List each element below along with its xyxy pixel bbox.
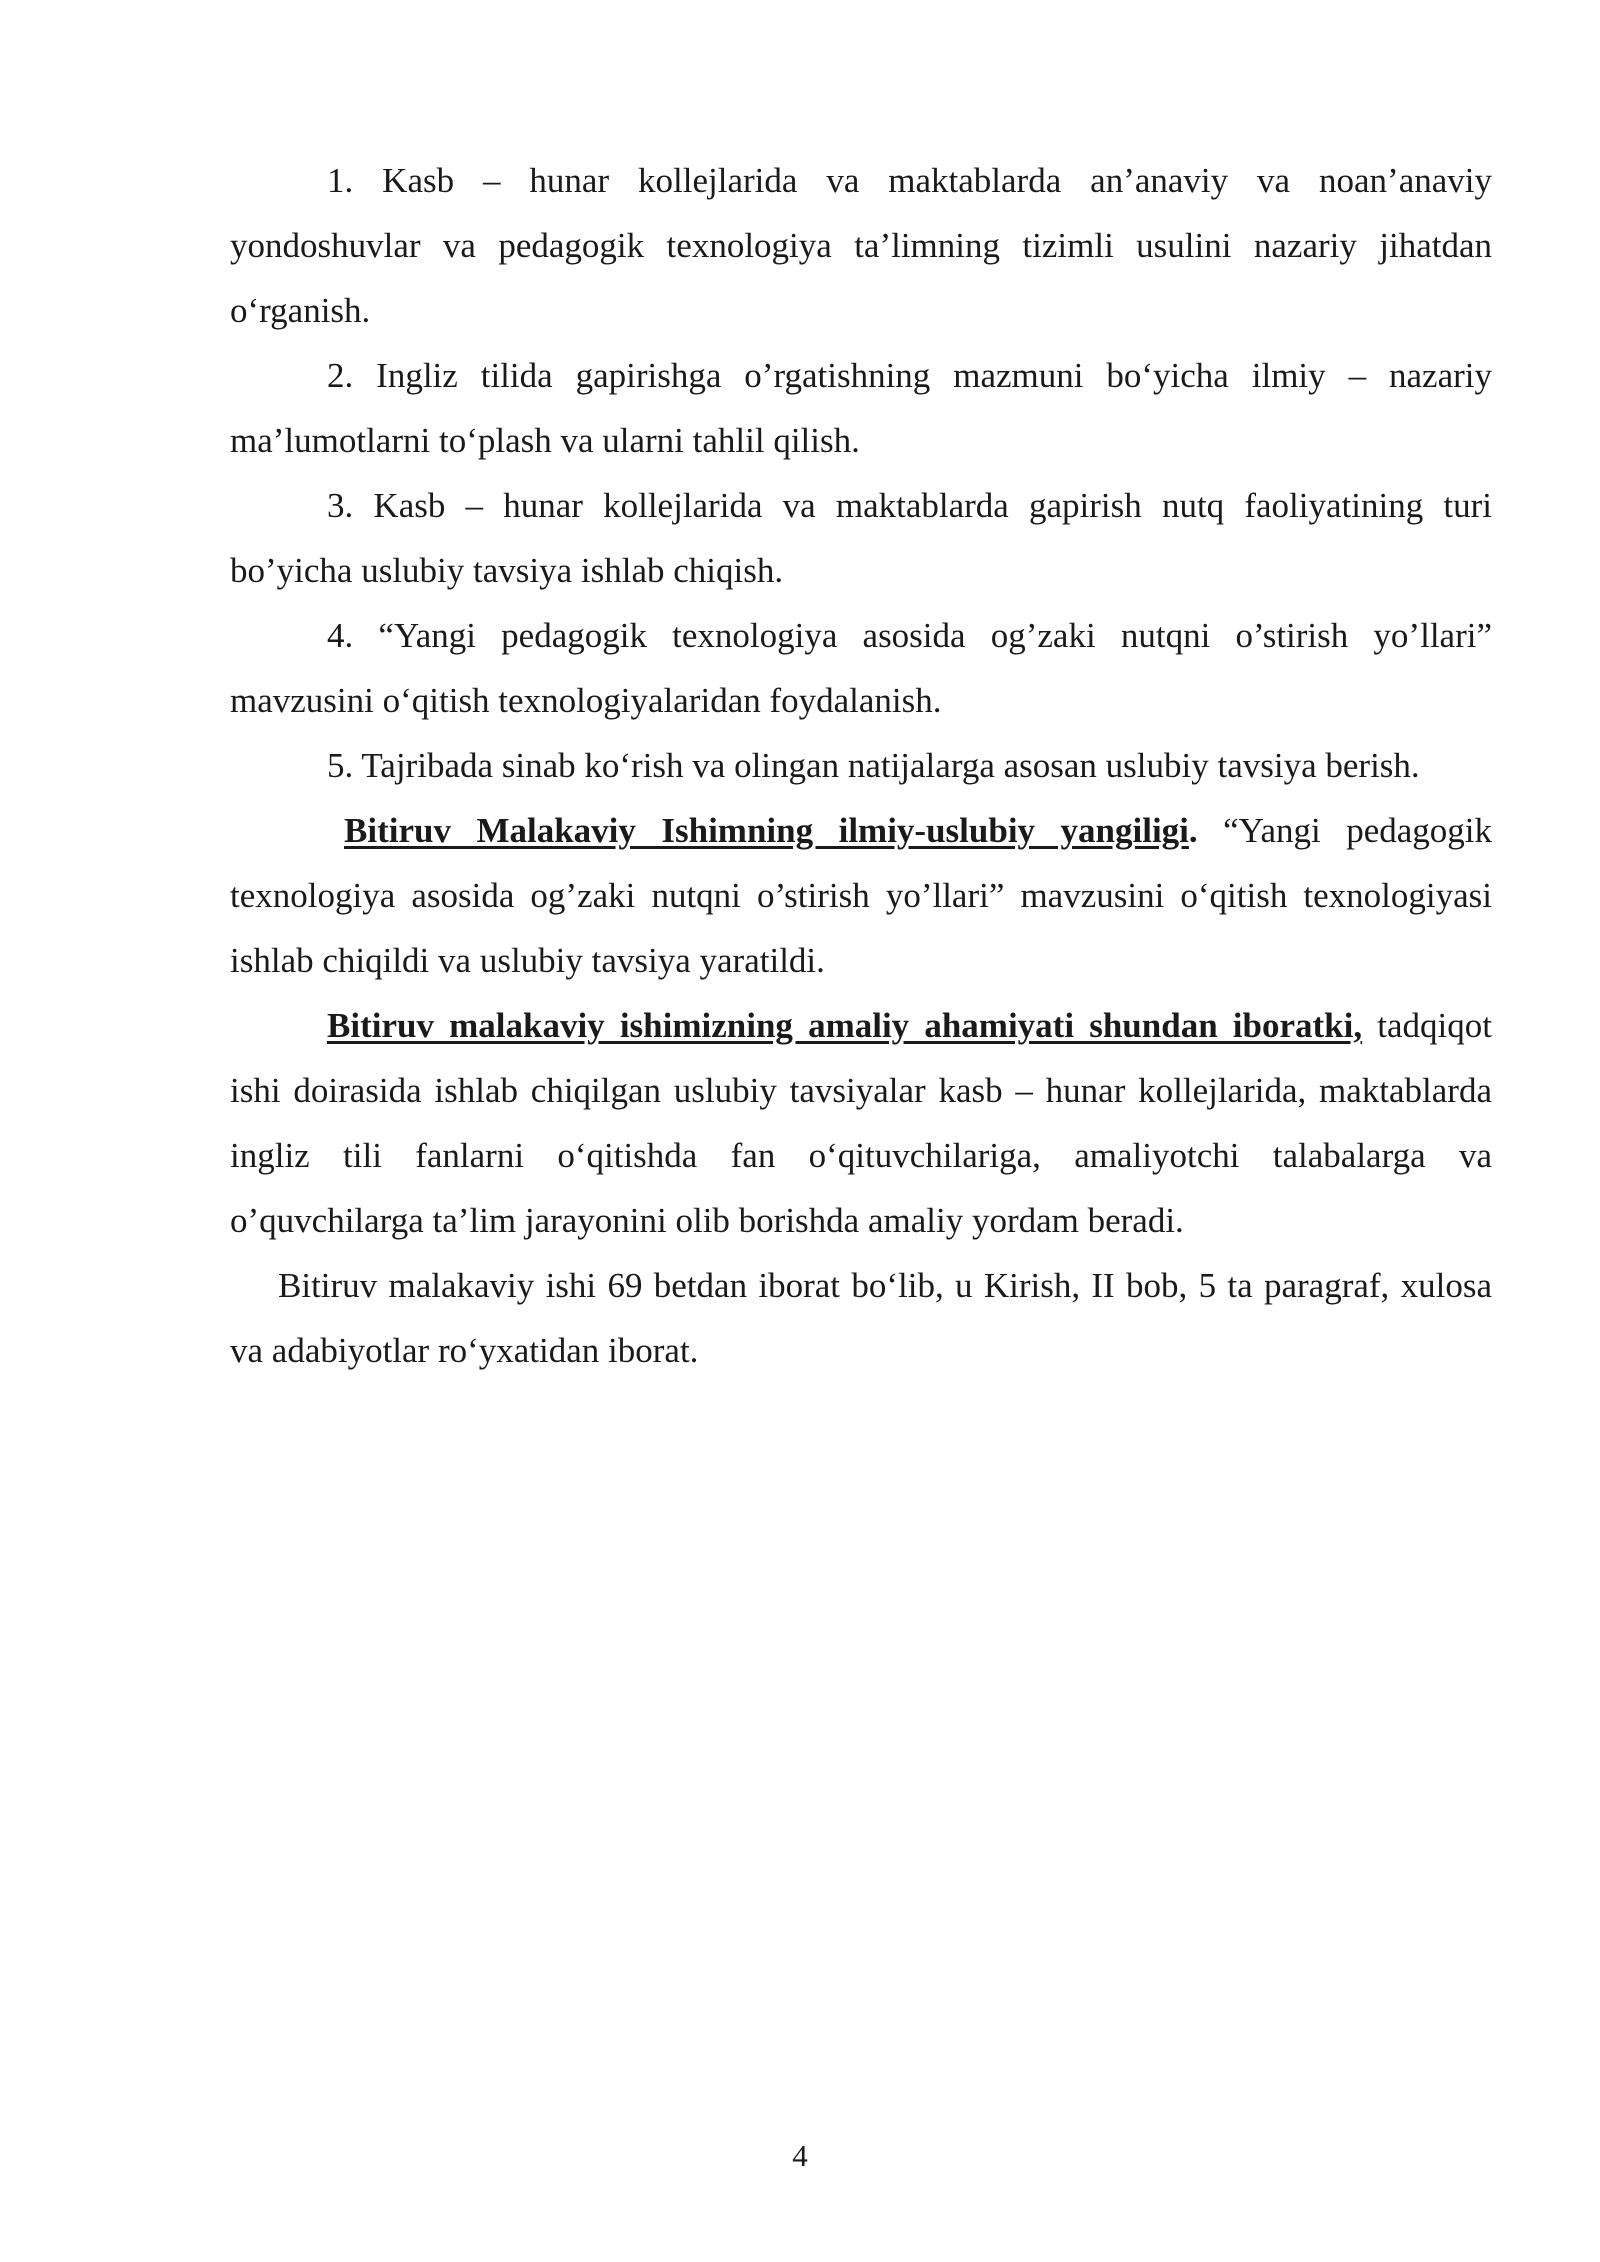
novelty-paragraph bbox=[230, 798, 1492, 993]
novelty-period: . bbox=[1188, 811, 1198, 850]
practical-heading: Bitiruv malakaviy ishimizning amaliy ahamiyati shundan iboratki, bbox=[327, 1006, 1363, 1045]
practical-paragraph bbox=[230, 993, 1492, 1253]
task-item-5: 5. Tajribada sinab ko‘rish va olingan natijalarga asosan uslubiy tavsiya berish. bbox=[327, 746, 1420, 785]
task-item-3: 3. Kasb – hunar kollejlarida va maktablarda gapirish nutq faoliyatining turi bo’yicha uslubiy tavsiya ishlab chiqish. bbox=[230, 486, 1492, 590]
task-item-2: 2. Ingliz tilida gapirishga o’rgatishning mazmuni bo‘yicha ilmiy – nazariy ma’lumotlarni to‘plash va ularni tahlil qilish. bbox=[230, 356, 1492, 460]
practical-text: tadqiqot ishi doirasida ishlab chiqilgan uslubiy tavsiyalar kasb – hunar kollejlarida, maktablarda ingliz tili fanlarni o‘qitishda fan o‘qituvchilariga, amaliyotchi talabalarga va o’quvchilarga ta’lim jarayonini olib borishda amaliy yordam beradi. bbox=[230, 1006, 1492, 1240]
document-page bbox=[230, 148, 1492, 1383]
page-number: 4 bbox=[792, 2138, 808, 2173]
novelty-text: “Yangi pedagogik texnologiya asosida og’zaki nutqni o’stirish yo’llari” mavzusini o‘qitish texnologiyasi ishlab chiqildi va uslubiy tavsiya yaratildi. bbox=[230, 811, 1492, 980]
structure-paragraph: Bitiruv malakaviy ishi 69 betdan iborat bo‘lib, u Kirish, II bob, 5 ta paragraf, xulosa va adabiyotlar ro‘yxatidan iborat. bbox=[230, 1266, 1492, 1370]
task-item-4: 4. “Yangi pedagogik texnologiya asosida og’zaki nutqni o’stirish yo’llari” mavzusini o‘qitish texnologiyalaridan foydalanish. bbox=[230, 616, 1492, 720]
task-item-1: 1. Kasb – hunar kollejlarida va maktablarda an’anaviy va noan’anaviy yondoshuvlar va pedagogik texnologiya ta’limning tizimli usulini nazariy jihatdan o‘rganish. bbox=[230, 161, 1492, 330]
novelty-heading: Bitiruv Malakaviy Ishimning ilmiy-uslubiy yangiligi bbox=[344, 811, 1189, 850]
